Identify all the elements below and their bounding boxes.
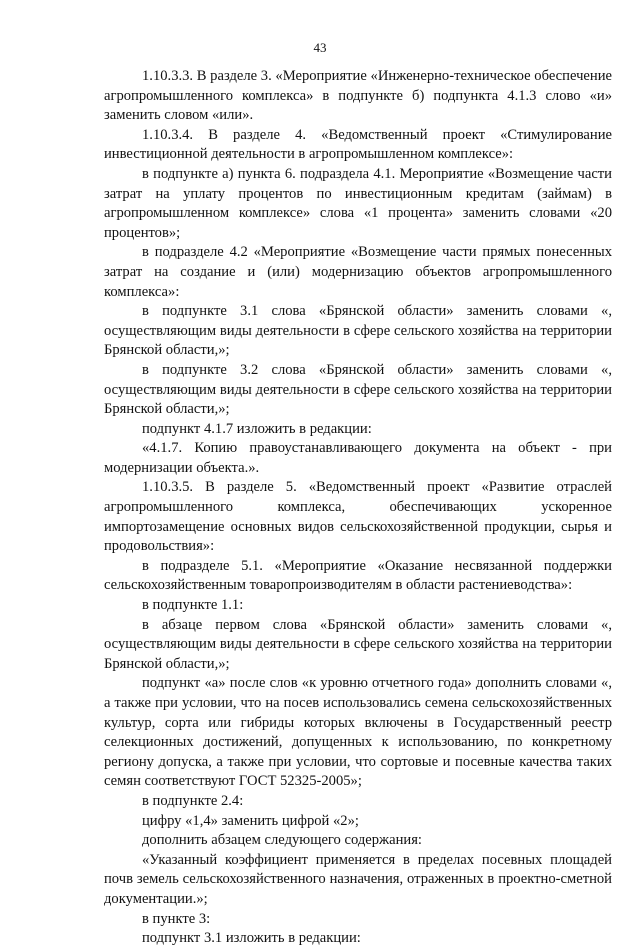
paragraph-subpoint-2-4: в подпункте 2.4: [142, 792, 244, 809]
paragraph-replace-digit: цифру «1,4» заменить цифрой «2»; [142, 812, 359, 829]
paragraph-subpoint-3-2: в подпункте 3.2 слова «Брянской области» заменить словами «, осуществляющим виды деятельности в сфере сельского хозяйства на территории Брянской области,»; [104, 361, 612, 418]
paragraph-point-3: в пункте 3: [142, 910, 211, 927]
page-number: 43 [313, 40, 327, 55]
paragraph-subpoint-3-1: в подпункте 3.1 слова «Брянской области» заменить словами «, осуществляющим виды деятельности в сфере сельского хозяйства на территории Брянской области,»; [104, 303, 612, 359]
paragraph-subpoint-3-1-edit: подпункт 3.1 изложить в редакции: [142, 930, 361, 947]
paragraph-subpoint-a: в подпункте а) пункта 6. подраздела 4.1. Мероприятие «Возмещение части затрат на уплату процентов по инвестиционным кредитам (займам) в агропромышленном комплексе» слова «1 процента» заменить словами «20 процентов»; [104, 165, 612, 241]
paragraph-subpoint-a-addition: подпункт «а» после слов «к уровню отчетного года» дополнить словами «, а также при условии, что на посев использовались семена сельскохозяйственных культур, сорта или гибриды которых включены в Государственный реестр селекционных достижений, допущенных к использованию, по конкретному региону допуска, а также при условии, что сортовые и посевные качества таких семян соответствуют ГОСТ 52325-2005»; [104, 675, 612, 790]
paragraph-1-10-3-5: 1.10.3.5. В разделе 5. «Ведомственный проект «Развитие отраслей агропромышленного комплекса, обеспечивающих ускоренное импортозамещение основных видов сельскохозяйственной продукции, сырья и продовольствия»: [104, 479, 612, 555]
paragraph-add-abzac: дополнить абзацем следующего содержания: [142, 832, 422, 849]
paragraph-1-10-3-3: 1.10.3.3. В разделе 3. «Мероприятие «Инженерно-техническое обеспечение агропромышленного комплекса» в подпункте б) подпункта 4.1.3 слово «и» заменить словом «или». [104, 68, 612, 124]
paragraph-4-1-7-intro: подпункт 4.1.7 изложить в редакции: [142, 420, 372, 437]
document-body [104, 67, 612, 949]
paragraph-coefficient-text: «Указанный коэффициент применяется в пределах посевных площадей почв земель сельскохозяйственного назначения, отраженных в проектно-сметной документации.»; [104, 851, 612, 907]
paragraph-first-abzac: в абзаце первом слова «Брянской области» заменить словами «, осуществляющим виды деятельности в сфере сельского хозяйства на территории Брянской области,»; [104, 616, 612, 672]
paragraph-subpoint-1-1: в подпункте 1.1: [142, 597, 244, 614]
paragraph-subsection-5-1: в подразделе 5.1. «Мероприятие «Оказание несвязанной поддержки сельскохозяйственным товаропроизводителям в области растениеводства»: [104, 557, 612, 594]
paragraph-1-10-3-4: 1.10.3.4. В разделе 4. «Ведомственный проект «Стимулирование инвестиционной деятельности в агропромышленном комплексе»: [104, 126, 612, 163]
paragraph-4-1-7-text: «4.1.7. Копию правоустанавливающего документа на объект - при модернизации объекта.». [104, 440, 612, 476]
paragraph-subsection-4-2: в подразделе 4.2 «Мероприятие «Возмещение части прямых понесенных затрат на создание и (или) модернизацию объектов агропромышленного комплекса»: [104, 244, 612, 300]
